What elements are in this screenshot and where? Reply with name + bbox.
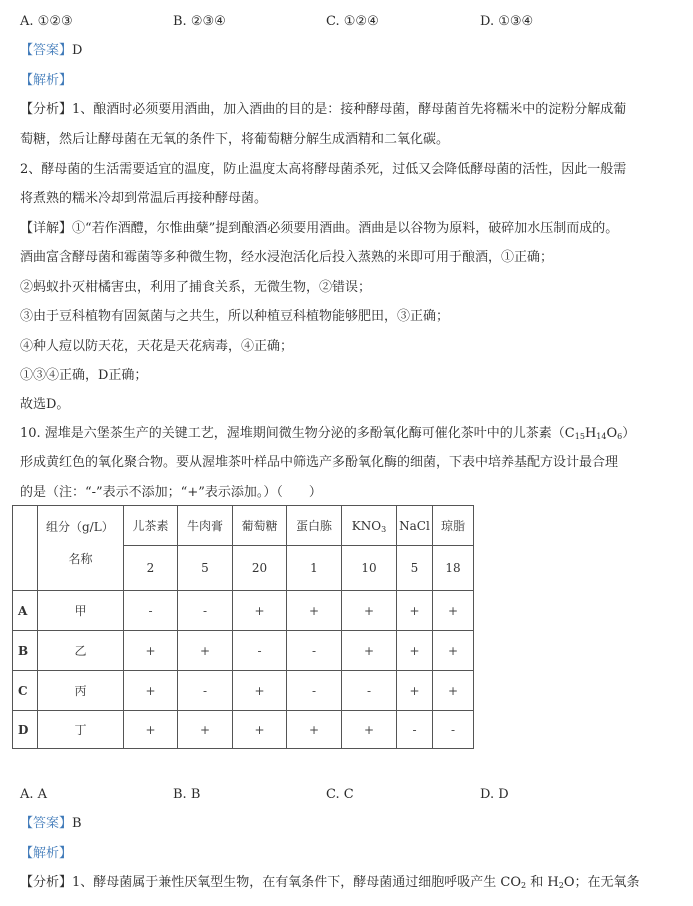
- option-key: C.: [326, 14, 340, 29]
- option-key: B.: [173, 787, 187, 802]
- text: H: [584, 426, 597, 441]
- answer-tag: 【答案】: [20, 816, 73, 831]
- amount-cell: 5: [397, 546, 433, 591]
- option-key: D.: [480, 14, 495, 29]
- table-row: [13, 591, 474, 631]
- row-label: D: [13, 711, 38, 749]
- option-value: C: [343, 787, 354, 802]
- answer-value: B: [72, 816, 82, 831]
- text: KNO: [351, 518, 382, 533]
- table-cell: +: [233, 711, 287, 749]
- amount-cell: 5: [178, 546, 233, 591]
- component-name-header: [38, 506, 124, 591]
- column-header: 葡萄糖: [233, 506, 287, 546]
- column-header-kno3: [342, 506, 397, 546]
- table-cell: +: [124, 631, 178, 671]
- table-cell: -: [178, 671, 233, 711]
- table-row: [13, 711, 474, 749]
- table-cell: +: [287, 711, 342, 749]
- table-row: [13, 671, 474, 711]
- row-name: 丁: [38, 711, 124, 749]
- q10-stem-line-3: 的是（注：“-”表示不添加；“+”表示添加。）（ ）: [20, 485, 322, 500]
- option-key: A.: [20, 14, 34, 29]
- row-label: B: [13, 631, 38, 671]
- text: 10. 渥堆是六堡茶生产的关键工艺，渥堆期间微生物分泌的多酚氧化酶可催化茶叶中的儿茶素（C: [20, 426, 575, 441]
- table-cell: +: [397, 631, 433, 671]
- table-cell: +: [397, 591, 433, 631]
- row-name: 乙: [38, 631, 124, 671]
- q9-xiangjie-line-2: 酒曲富含酵母菌和霉菌等多种微生物，经水浸泡活化后投入蒸熟的米即可用于酿酒，①正确；: [20, 250, 554, 265]
- option-key: A.: [20, 787, 34, 802]
- text: O；在无氧条: [563, 875, 640, 890]
- table-cell: -: [287, 671, 342, 711]
- table-cell: +: [397, 671, 433, 711]
- corner-cell: [13, 506, 38, 591]
- option-key: D.: [480, 787, 495, 802]
- amount-cell: 20: [233, 546, 287, 591]
- q9-option-b: [173, 13, 226, 31]
- q10-analysis-heading: [20, 845, 72, 863]
- answer-value: D: [72, 43, 83, 58]
- text: ①“若作酒醴，尔惟曲蘖”提到酿酒必须要用酒曲。酒曲是以谷物为原料，破碎加水压制而成的。: [72, 221, 619, 236]
- table-cell: +: [124, 711, 178, 749]
- subscript: 2: [521, 881, 527, 890]
- option-value: ①②④: [343, 14, 379, 29]
- table-cell: +: [287, 591, 342, 631]
- option-value: ①③④: [498, 14, 534, 29]
- table-cell: +: [124, 671, 178, 711]
- option-value: D: [498, 787, 509, 802]
- row-name: 甲: [38, 591, 124, 631]
- table-cell: -: [342, 671, 397, 711]
- q9-fenxi-line-4: 将煮熟的糯米冷却到常温后再接种酵母菌。: [20, 191, 268, 206]
- fenxi-tag: 【分析】: [20, 102, 73, 117]
- q9-fenxi-line-2: 萄糖，然后让酵母菌在无氧的条件下，将葡萄糖分解生成酒精和二氧化碳。: [20, 132, 450, 147]
- q9-answer: [20, 42, 82, 60]
- subscript: 6: [617, 432, 623, 441]
- option-value: B: [190, 787, 201, 802]
- amount-cell: 18: [433, 546, 474, 591]
- amount-cell: 2: [124, 546, 178, 591]
- q9-option-d: [480, 13, 533, 31]
- subscript: 2: [558, 881, 564, 890]
- table-cell: -: [124, 591, 178, 631]
- text: 1、酿酒时必须要用酒曲，加入酒曲的目的是：接种酵母菌，酵母菌首先将糯米中的淀粉分解成葡: [72, 102, 627, 117]
- table-cell: +: [342, 711, 397, 749]
- q9-option-c: [326, 13, 379, 31]
- q10-option-b: [173, 786, 200, 804]
- culture-medium-table: [12, 505, 474, 749]
- table-cell: +: [178, 631, 233, 671]
- table-row: [13, 631, 474, 671]
- table-cell: -: [433, 711, 474, 749]
- amount-cell: 1: [287, 546, 342, 591]
- text: O: [606, 426, 618, 441]
- q10-stem-line-2: 形成黄红色的氧化聚合物。要从渥堆茶叶样品中筛选产多酚氧化酶的细菌，下表中培养基配方设计最合理: [20, 455, 619, 470]
- q9-analysis-heading: [20, 72, 72, 90]
- analysis-tag: 【解析】: [20, 846, 73, 861]
- option-value: ②③④: [190, 14, 226, 29]
- q9-xiangjie-line-3: ②蚂蚁扑灭柑橘害虫，利用了捕食关系，无微生物，②错误；: [20, 280, 372, 295]
- table-cell: +: [433, 631, 474, 671]
- subscript: 15: [574, 432, 585, 441]
- q9-option-a: [20, 13, 73, 31]
- q10-stem-line-1: [20, 425, 635, 443]
- table-cell: -: [233, 631, 287, 671]
- table-cell: +: [433, 671, 474, 711]
- q10-fenxi-line-1: [20, 874, 640, 892]
- q9-xiangjie-line-5: ④种人痘以防天花，天花是天花病毒，④正确；: [20, 339, 294, 354]
- name-header-label: 名称: [68, 552, 93, 566]
- component-header-label: 组分（g/L）: [46, 520, 114, 534]
- column-header: 儿茶素: [124, 506, 178, 546]
- column-header: 蛋白胨: [287, 506, 342, 546]
- table-cell: +: [178, 711, 233, 749]
- text: ）: [622, 426, 636, 441]
- q9-xiangjie-line-4: ③由于豆科植物有固氮菌与之共生，所以种植豆科植物能够肥田，③正确；: [20, 309, 450, 324]
- column-header: NaCl: [397, 506, 433, 546]
- subscript: 14: [596, 432, 607, 441]
- row-label: A: [13, 591, 38, 631]
- q10-option-d: [480, 786, 509, 804]
- option-value: A: [37, 787, 48, 802]
- q9-xiangjie-line-6: ①③④正确，D正确；: [20, 368, 148, 383]
- q9-xiangjie-line-1: [20, 220, 618, 238]
- q10-answer: [20, 815, 82, 833]
- row-name: 丙: [38, 671, 124, 711]
- text: 和 H: [526, 875, 559, 890]
- option-key: B.: [173, 14, 187, 29]
- table-cell: +: [433, 591, 474, 631]
- table-cell: -: [287, 631, 342, 671]
- table-cell: -: [178, 591, 233, 631]
- q9-fenxi-line-3: 2、酵母菌的生活需要适宜的温度，防止温度太高将酵母菌杀死，过低又会降低酵母菌的活性，因此一般需: [20, 162, 627, 177]
- row-label: C: [13, 671, 38, 711]
- subscript: 3: [381, 524, 387, 534]
- option-value: ①②③: [37, 14, 73, 29]
- table-cell: +: [233, 671, 287, 711]
- table-cell: +: [233, 591, 287, 631]
- fenxi-tag: 【分析】: [20, 875, 73, 890]
- analysis-tag: 【解析】: [20, 73, 73, 88]
- text: 1、酵母菌属于兼性厌氧型生物，在有氧条件下，酵母菌通过细胞呼吸产生 CO: [72, 875, 522, 890]
- q9-fenxi-line-1: [20, 101, 626, 119]
- xiangjie-tag: 【详解】: [20, 221, 73, 236]
- q10-option-a: [20, 786, 47, 804]
- answer-tag: 【答案】: [20, 43, 73, 58]
- table-cell: +: [342, 631, 397, 671]
- q9-conclusion: 故选D。: [20, 397, 70, 412]
- q10-option-c: [326, 786, 354, 804]
- option-key: C.: [326, 787, 340, 802]
- table-cell: +: [342, 591, 397, 631]
- amount-cell: 10: [342, 546, 397, 591]
- column-header: 琼脂: [433, 506, 474, 546]
- table-header-row: [13, 506, 474, 546]
- table-cell: -: [397, 711, 433, 749]
- column-header: 牛肉膏: [178, 506, 233, 546]
